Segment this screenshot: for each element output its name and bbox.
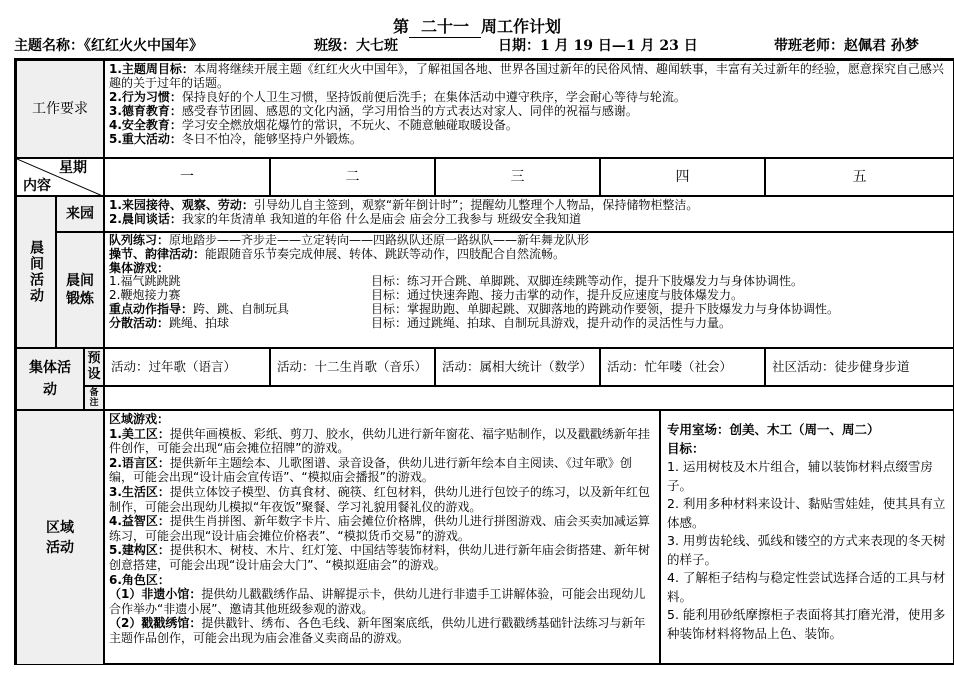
- split-row: 分散活动：跳绳、拍球 目标：通过跳绳、拍球、自制玩具游戏，提升动作的灵活性与力量。: [109, 315, 732, 330]
- game-row: 2.鞭炮接力赛 目标：通过快速奔跑、接力击掌的动作，提升反应速度与肢体爆发力。: [109, 288, 744, 303]
- title-prefix: 第: [392, 17, 409, 36]
- day-header: 五: [765, 158, 954, 196]
- special-room-title: 专用室场：创美、木工（周一、周二）: [667, 422, 880, 437]
- exercise-content: [104, 232, 954, 348]
- preset-label: 预设: [84, 348, 104, 386]
- corner-content: 内容: [23, 178, 51, 194]
- plan-table: [14, 58, 954, 665]
- special-room-goal: 3. 用剪齿轮线、弧线和镂空的方式来表现的冬天树的样子。: [667, 533, 946, 567]
- arrival-content: [104, 196, 954, 232]
- day-header: 二: [270, 158, 435, 196]
- corner-cell: [16, 158, 104, 196]
- week-number: 二十一: [409, 17, 481, 38]
- activity-cell: 社区活动：徒步健身步道: [765, 348, 954, 386]
- area-item: 4.益智区：提供生肖拼图、新年数字卡片、庙会摊位价格牌，供幼儿进行拼图游戏、庙会买卖加减运算练习，可能会出现“设计庙会摊位价格表”、“模拟货币交易”的游戏。: [109, 514, 650, 543]
- title-suffix: 周工作计划: [481, 17, 562, 36]
- group-games-head: 集体游戏：: [109, 260, 170, 275]
- activity-cell: 活动：过年歌（语言）: [104, 348, 270, 386]
- area-games-title: 区域游戏：: [109, 412, 170, 426]
- note-content: [104, 386, 954, 410]
- area-games-content: [104, 410, 660, 665]
- activity-cell: 活动：忙年喽（社会）: [600, 348, 765, 386]
- area-item: 5.建构区：提供积木、树枝、木片、红灯笼、中国结等装饰材料，供幼儿进行新年庙会街搭建、新年树创意搭建，可能会出现“设计庙会大门”、“模拟逛庙会”的游戏。: [109, 543, 650, 572]
- special-room-goals-title: 目标：: [667, 440, 705, 456]
- corner-weekday: 星期: [59, 160, 87, 176]
- area-item: （1）非遗小馆：提供幼儿戳戳绣作品、讲解提示卡，供幼儿进行非遗手工讲解体验，可能会出现幼儿合作举办“非遗小展”、邀请其他班级参观的游戏。: [109, 587, 646, 616]
- morning-label: 晨间活动: [16, 196, 56, 348]
- requirement-item: 1.主题周目标：本周将继续开展主题《红红火火中国年》，了解祖国各地、世界各国过新年的民俗风情、趣闻轶事，丰富有关过新年的经验，愿意探究自己感兴趣的关于过年的话题。: [109, 62, 944, 90]
- activity-cell: 活动：属相大统计（数学）: [435, 348, 600, 386]
- exercise-label: 晨间锻炼: [56, 232, 104, 348]
- note-label: 备注: [84, 386, 104, 410]
- game-row: 1.福气跳跳跳 目标：练习开合跳、单脚跳、双脚连续跳等动作，提升下肢爆发力与身体协调性。: [109, 274, 804, 289]
- class-name: 班级：大七班: [314, 38, 398, 54]
- focus-row: 重点动作指导：跨、跳、自制玩具 目标：掌握助跑、单脚起跳、双脚落地的跨跳动作要领，提升下肢爆发力与身体协调性。: [109, 301, 840, 316]
- requirement-item: 3.德育教育：感受春节团圆、感恩的文化内涵，学习用恰当的方式表达对家人、同伴的祝福与感谢。: [109, 104, 638, 118]
- area-item: 3.生活区：提供立体饺子模型、仿真食材、碗筷、红包材料，供幼儿进行包饺子的练习，以及新年红包制作，可能会出现幼儿模拟“年夜饭”聚餐、学习礼貌用餐礼仪的游戏。: [109, 484, 650, 514]
- group-activity-label: 集体活动: [16, 348, 84, 410]
- special-room-goal: 4. 了解柜子结构与稳定性尝试选择合适的工具与材料。: [667, 570, 946, 604]
- date-range: 日期：1 月 19 日—1 月 23 日: [498, 38, 698, 54]
- day-header: 四: [600, 158, 765, 196]
- arrival-line: 2.晨间谈话：我家的年货清单 我知道的年俗 什么是庙会 庙会分工我参与 班级安全我知道: [109, 212, 582, 226]
- requirement-item: 4.安全教育：学习安全燃放烟花爆竹的常识，不玩火、不随意触碰取暖设备。: [109, 118, 518, 132]
- arrival-label: 来园: [56, 196, 104, 232]
- special-room-goal: 2. 利用多种材料来设计、黏贴雪娃娃，使其具有立体感。: [667, 496, 946, 530]
- day-header: 三: [435, 158, 600, 196]
- area-item: 6.角色区：: [109, 572, 170, 587]
- requirement-item: 5.重大活动：冬日不怕冷，能够坚持户外锻炼。: [109, 132, 362, 146]
- requirement-item: 2.行为习惯：保持良好的个人卫生习惯，坚持饭前便后洗手；在集体活动中遵守秩序，学会耐心等待与轮流。: [109, 90, 686, 104]
- arrival-line: 1.来园接待、观察、劳动：引导幼儿自主签到，观察“新年倒计时”；提醒幼儿整理个人物品，保持储物柜整洁。: [109, 198, 699, 212]
- requirements-content: [104, 60, 954, 158]
- area-item: （2）戳戳绣馆：提供戳针、绣布、各色毛线、新年图案底纸，供幼儿进行戳戳绣基础针法练习与新年主题作品创作，可能会出现为庙会准备义卖商品的游戏。: [109, 616, 646, 645]
- area-item: 2.语言区：提供新年主题绘本、儿歌图谱、录音设备，供幼儿进行新年绘本自主阅读、《过年歌》创编，可能会出现“设计庙会宣传语”、“模拟庙会播报”的游戏。: [109, 455, 632, 485]
- page-title: [0, 17, 954, 38]
- special-room-content: [660, 410, 954, 665]
- special-room-goal: 5. 能利用砂纸摩擦柜子表面将其打磨光滑，使用多种装饰材料将物品上色、装饰。: [667, 607, 946, 641]
- theme-name: 主题名称：《红红火火中国年》: [14, 38, 203, 54]
- special-room-goal: 1. 运用树枝及木片组合，辅以装饰材料点缀雪房子。: [667, 459, 933, 493]
- activity-cell: 活动：十二生肖歌（音乐）: [270, 348, 435, 386]
- teacher-names: 带班老师：赵佩君 孙梦: [774, 38, 919, 54]
- day-header: 一: [104, 158, 270, 196]
- exercise-line: 操节、韵律活动：能跟随音乐节奏完成伸展、转体、跳跃等动作，四肢配合自然流畅。: [109, 246, 566, 261]
- exercise-line: 队列练习：原地踏步——齐步走——立定转向——四路纵队还原一路纵队——新年舞龙队形: [109, 233, 590, 247]
- area-item: 1.美工区：提供年画模板、彩纸、剪刀、胶水，供幼儿进行新年窗花、福字贴制作，以及戳戳绣新年挂件创作，可能会出现“庙会摊位招牌”的游戏。: [109, 426, 650, 456]
- area-activity-label: 区域活动: [16, 410, 104, 665]
- requirements-label: 工作要求: [16, 60, 104, 158]
